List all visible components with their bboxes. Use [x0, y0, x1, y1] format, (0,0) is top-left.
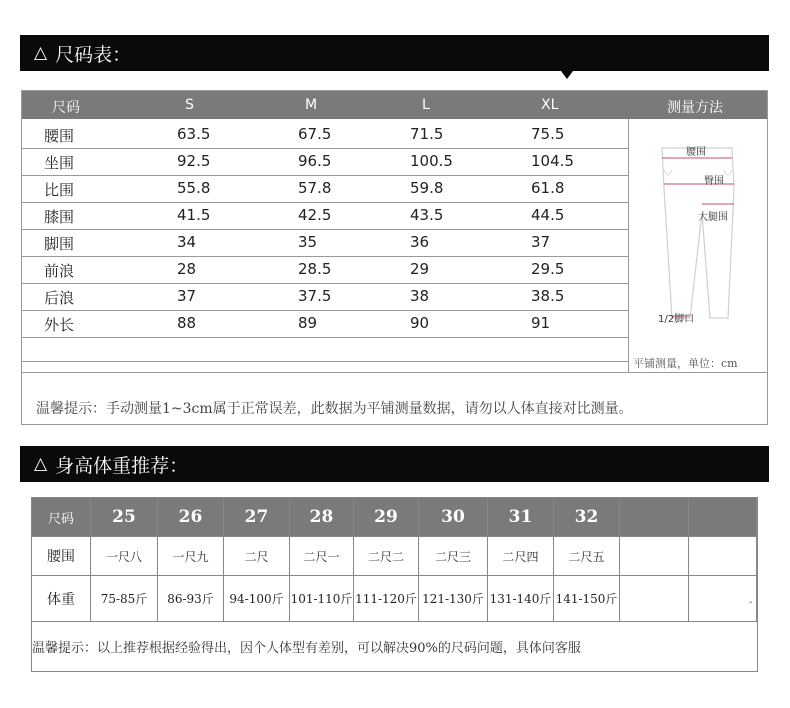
header-cell: 28	[290, 498, 354, 537]
size-cell: 38	[410, 287, 430, 305]
size-cell: 29.5	[531, 260, 565, 278]
size-cell: 104.5	[531, 152, 574, 170]
size-cell: 71.5	[410, 125, 444, 143]
size-cell: 91	[531, 314, 551, 332]
waist-cell: 二尺四	[488, 537, 554, 576]
size-cell: 38.5	[531, 287, 565, 305]
weight-cell: 111-120斤	[354, 576, 419, 622]
weight-cell: 131-140斤	[488, 576, 554, 622]
weight-cell: 86-93斤	[158, 576, 224, 622]
size-cell: 90	[410, 314, 430, 332]
size-cell: 35	[298, 233, 318, 251]
size-cell: 36	[410, 233, 430, 251]
size-cell: 89	[298, 314, 318, 332]
diagram-label-hip: 臀围	[704, 176, 724, 187]
diagram-label-thigh: 大腿围	[698, 212, 728, 223]
banner-notch	[561, 71, 573, 79]
waist-cell: 腰围	[32, 537, 91, 576]
size-row	[22, 202, 628, 229]
weight-cell	[620, 576, 689, 622]
size-cell: 63.5	[177, 125, 211, 143]
size-cell: 37	[531, 233, 551, 251]
header-cell: 32	[554, 498, 620, 537]
recommend-title: 身高体重推荐：	[55, 454, 189, 477]
size-cell: 42.5	[298, 206, 332, 224]
header-cell	[689, 498, 757, 537]
recommend-banner	[20, 446, 769, 482]
waist-cell: 二尺二	[354, 537, 419, 576]
diagram-label-waist: 腰围	[686, 147, 706, 158]
waist-cell: 一尺九	[158, 537, 224, 576]
recommend-table	[31, 497, 758, 672]
size-chart-title: 尺码表：	[55, 43, 132, 66]
weight-cell: 94-100斤	[224, 576, 290, 622]
waist-cell	[689, 537, 757, 576]
size-chart-banner	[20, 35, 769, 71]
row-label: 后浪	[44, 289, 75, 307]
size-tip: 温馨提示：手动测量1~3cm属于正常误差，此数据为平铺测量数据，请勿以人体直接对比测量。	[36, 401, 633, 417]
header-size: 尺码	[52, 100, 80, 116]
row-label: 比围	[44, 181, 75, 199]
header-l: L	[422, 97, 430, 113]
size-cell: 61.8	[531, 179, 565, 197]
header-cell: 26	[158, 498, 224, 537]
header-xl: XL	[541, 97, 559, 113]
size-cell: 28.5	[298, 260, 332, 278]
size-cell: 55.8	[177, 179, 211, 197]
size-cell: 34	[177, 233, 197, 251]
size-cell: 37	[177, 287, 197, 305]
size-cell: 37.5	[298, 287, 332, 305]
waist-cell: 二尺一	[290, 537, 354, 576]
divider	[22, 372, 767, 373]
size-cell: 100.5	[410, 152, 453, 170]
size-cell: 29	[410, 260, 430, 278]
header-cell: 30	[419, 498, 488, 537]
pants-diagram	[628, 118, 768, 328]
size-cell: 92.5	[177, 152, 211, 170]
header-cell	[620, 498, 689, 537]
weight-cell: 体重	[32, 576, 91, 622]
waist-cell: 二尺	[224, 537, 290, 576]
row-label: 脚围	[44, 235, 75, 253]
recommend-tip: 温馨提示：以上推荐根据经验得出，因个人体型有差别，可以解决90%的尺码问题，具体问客服	[32, 641, 581, 656]
size-row	[22, 148, 628, 175]
trailing-mark: -	[749, 597, 753, 608]
row-divider	[22, 337, 628, 338]
header-cell: 27	[224, 498, 290, 537]
row-label: 膝围	[44, 208, 75, 226]
size-cell: 96.5	[298, 152, 332, 170]
size-row	[22, 175, 628, 202]
weight-cell: 75-85斤	[91, 576, 158, 622]
size-cell: 44.5	[531, 206, 565, 224]
weight-cell: 141-150斤	[554, 576, 620, 622]
header-cell: 尺码	[32, 498, 91, 537]
size-cell: 59.8	[410, 179, 444, 197]
size-row	[22, 283, 628, 310]
size-cell: 41.5	[177, 206, 211, 224]
size-cell: 67.5	[298, 125, 332, 143]
row-label: 外长	[44, 316, 75, 334]
size-row	[22, 256, 628, 283]
header-cell: 25	[91, 498, 158, 537]
weight-cell	[689, 576, 757, 622]
size-cell: 88	[177, 314, 197, 332]
waist-cell: 二尺五	[554, 537, 620, 576]
header-m: M	[305, 97, 318, 113]
row-divider	[22, 361, 628, 362]
header-measure-method: 测量方法	[667, 100, 723, 116]
measure-note: 平铺测量，单位：cm	[633, 357, 738, 370]
header-s: S	[185, 97, 194, 113]
size-table-header	[22, 91, 767, 119]
size-cell: 28	[177, 260, 197, 278]
size-row	[22, 121, 628, 148]
waist-cell: 二尺三	[419, 537, 488, 576]
waist-cell	[620, 537, 689, 576]
row-label: 前浪	[44, 262, 75, 280]
row-label: 坐围	[44, 154, 75, 172]
weight-cell: 121-130斤	[419, 576, 488, 622]
size-cell: 43.5	[410, 206, 444, 224]
row-label: 腰围	[44, 127, 75, 145]
header-cell: 29	[354, 498, 419, 537]
size-cell: 57.8	[298, 179, 332, 197]
triangle-icon: △	[34, 43, 48, 63]
diagram-label-hem: 1/2脚口	[658, 314, 695, 325]
weight-cell: 101-110斤	[290, 576, 354, 622]
size-cell: 75.5	[531, 125, 565, 143]
size-row	[22, 229, 628, 256]
triangle-icon: △	[34, 454, 48, 474]
waist-cell: 一尺八	[91, 537, 158, 576]
header-cell: 31	[488, 498, 554, 537]
size-row	[22, 310, 628, 337]
